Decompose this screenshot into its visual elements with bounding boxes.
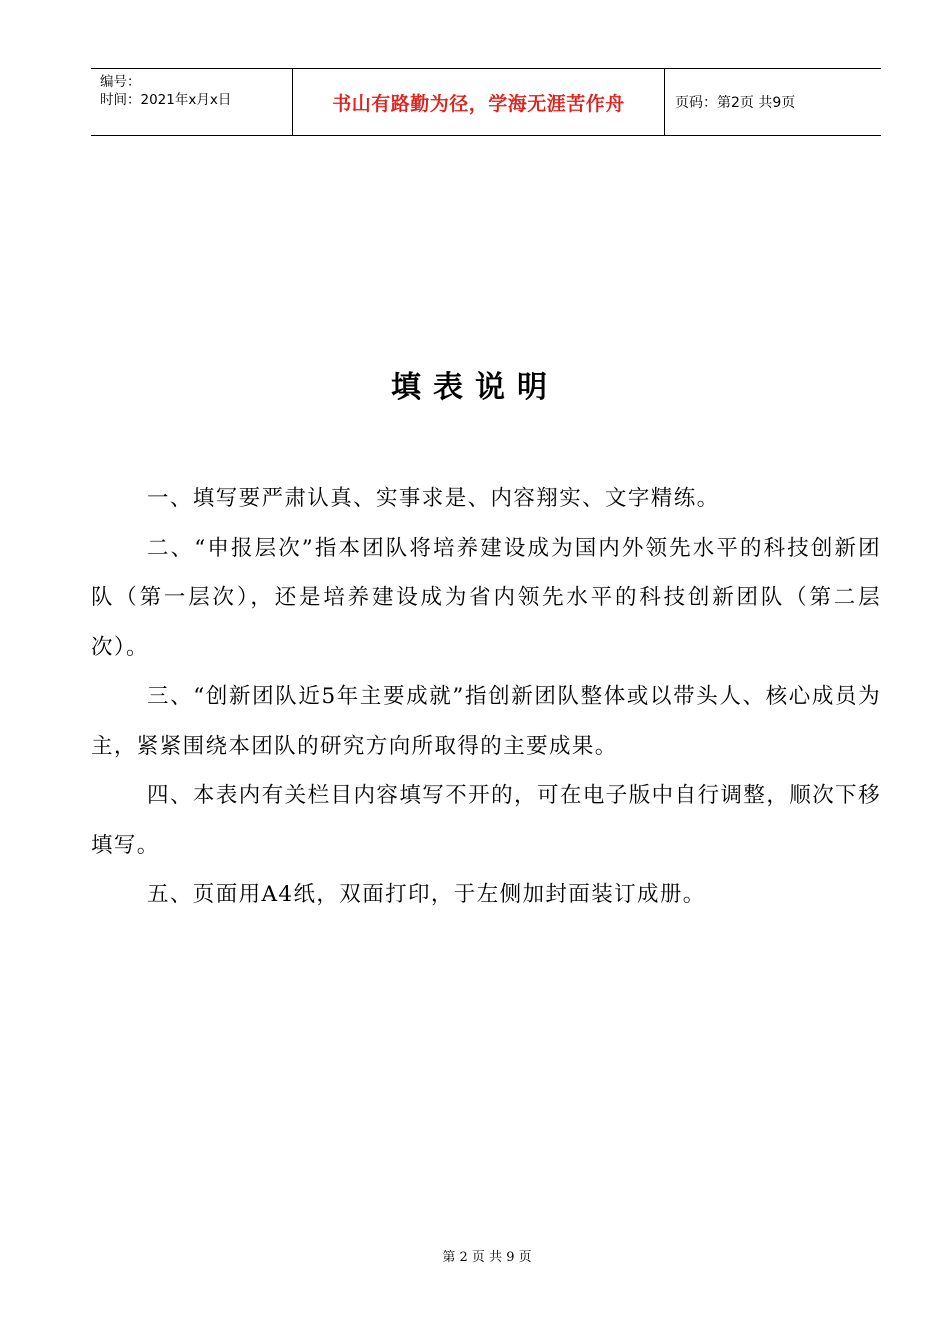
instructions-body xyxy=(91,474,881,920)
instruction-paragraph-1: 一、填写要严肃认真、实事求是、内容翔实、文字精练。 xyxy=(147,486,720,511)
instruction-paragraph-2: 二、“申报层次”指本团队将培养建设成为国内外领先水平的科技创新团队（第一层次），还是培养建设成为省内领先水平的科技创新团队（第二层次）。 xyxy=(91,535,881,660)
instruction-paragraph-5: 五、页面用A4纸，双面打印，于左侧加封面装订成册。 xyxy=(147,882,706,907)
document-time-label: 时间：2021年x月x日 xyxy=(100,92,232,108)
header-meta xyxy=(91,69,293,135)
document-title: 填表说明 xyxy=(391,370,559,405)
document-number-label: 编号： xyxy=(100,74,141,90)
header-page-info: 页码：第2页 共9页 xyxy=(675,95,796,111)
page-header xyxy=(91,68,881,136)
instruction-paragraph-3: 三、“创新团队近5年主要成就”指创新团队整体或以带头人、核心成员为主，紧紧围绕本团队的研究方向所取得的主要成果。 xyxy=(91,684,881,759)
page-footer: 第 2 页 共 9 页 xyxy=(442,1250,532,1265)
header-motto: 书山有路勤为径，学海无涯苦作舟 xyxy=(293,69,665,135)
instruction-paragraph-4: 四、本表内有关栏目内容填写不开的，可在电子版中自行调整，顺次下移填写。 xyxy=(91,783,881,858)
